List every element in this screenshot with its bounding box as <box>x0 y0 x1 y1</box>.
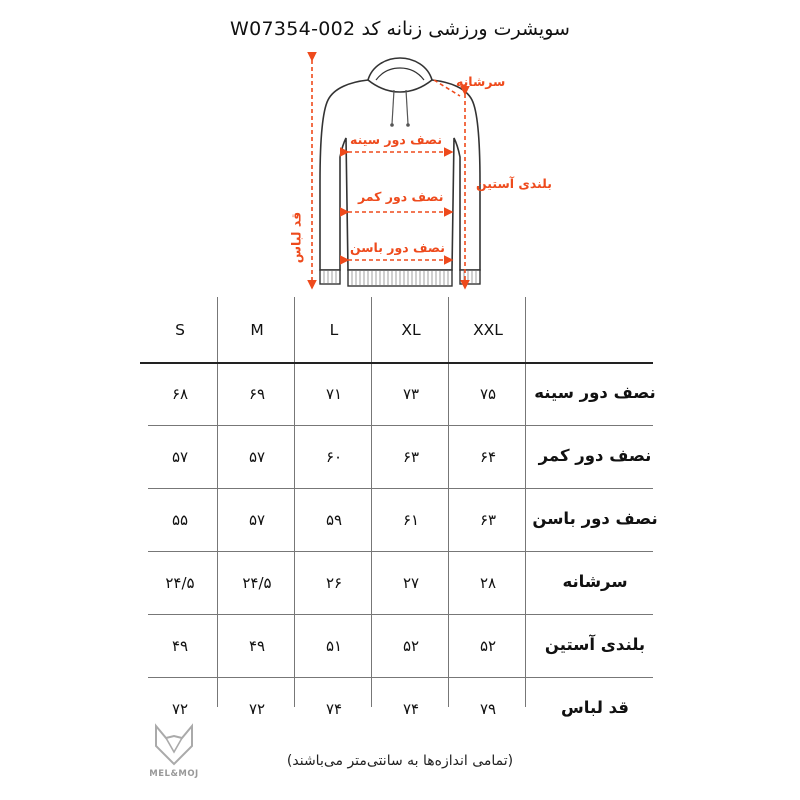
table-cell: ۵۷ <box>248 511 266 529</box>
column-header-l: L <box>329 321 339 339</box>
table-cell: ۵۲ <box>479 637 497 655</box>
table-cell: ۷۹ <box>479 700 497 718</box>
table-cell: ۵۷ <box>248 448 266 466</box>
table-row-divider <box>148 551 653 552</box>
column-header-xxl: XXL <box>473 321 503 339</box>
table-cell: ۶۱ <box>402 511 420 529</box>
table-cell: ۶۹ <box>248 385 266 403</box>
label-hip: نصف دور باسن <box>350 240 445 255</box>
brand-name: MEL&MOJ <box>149 769 199 779</box>
hoodie-diagram <box>288 52 552 297</box>
table-cell: ۷۵ <box>479 385 497 403</box>
table-cell: ۵۲ <box>402 637 420 655</box>
table-cell: ۶۸ <box>171 385 189 403</box>
row-label: بلندی آستین <box>544 635 646 654</box>
table-row-divider <box>148 614 653 615</box>
row-label: قد لباس <box>561 698 629 717</box>
table-cell: ۲۴/۵ <box>242 574 272 592</box>
column-header-s: S <box>175 321 185 339</box>
row-label: نصف دور سینه <box>534 383 656 402</box>
row-label: نصف دور کمر <box>538 446 652 465</box>
table-row-divider <box>148 488 653 489</box>
table-cell: ۶۳ <box>402 448 420 466</box>
column-header-xl: XL <box>401 321 421 339</box>
table-cell: ۷۲ <box>171 700 189 718</box>
table-cell: ۷۴ <box>402 700 420 718</box>
table-cell: ۵۱ <box>325 637 343 655</box>
table-cell: ۵۵ <box>171 511 189 529</box>
table-cell: ۲۸ <box>479 574 497 592</box>
page-title: سویشرت ورزشی زنانه کد W07354-002 <box>230 18 570 40</box>
table-cell: ۷۲ <box>248 700 266 718</box>
table-row-divider <box>148 677 653 678</box>
table-header-divider <box>140 362 653 364</box>
table-cell: ۷۱ <box>325 385 343 403</box>
column-header-m: M <box>250 321 264 339</box>
table-cell: ۲۷ <box>402 574 420 592</box>
label-chest: نصف دور سینه <box>350 132 443 147</box>
table-cell: ۷۴ <box>325 700 343 718</box>
table-cell: ۵۹ <box>325 511 343 529</box>
table-cell: ۴۹ <box>248 637 266 655</box>
label-sleeve: بلندی آستین <box>476 176 552 191</box>
label-shoulder: سرشانه <box>456 74 506 89</box>
table-cell: ۶۰ <box>325 448 343 466</box>
table-cell: ۵۷ <box>171 448 189 466</box>
table-cell: ۷۳ <box>402 385 420 403</box>
table-row-divider <box>148 425 653 426</box>
units-footnote: (تمامی اندازه‌ها به سانتی‌متر می‌باشند) <box>286 753 514 769</box>
table-cell: ۴۹ <box>171 637 189 655</box>
row-label: نصف دور باسن <box>532 509 658 528</box>
table-cell: ۲۴/۵ <box>165 574 195 592</box>
table-cell: ۶۴ <box>479 448 497 466</box>
table-cell: ۲۶ <box>325 574 343 592</box>
label-waist: نصف دور کمر <box>358 189 444 204</box>
table-cell: ۶۳ <box>479 511 497 529</box>
row-label: سرشانه <box>562 572 628 591</box>
label-length: قد لباس <box>288 211 304 264</box>
